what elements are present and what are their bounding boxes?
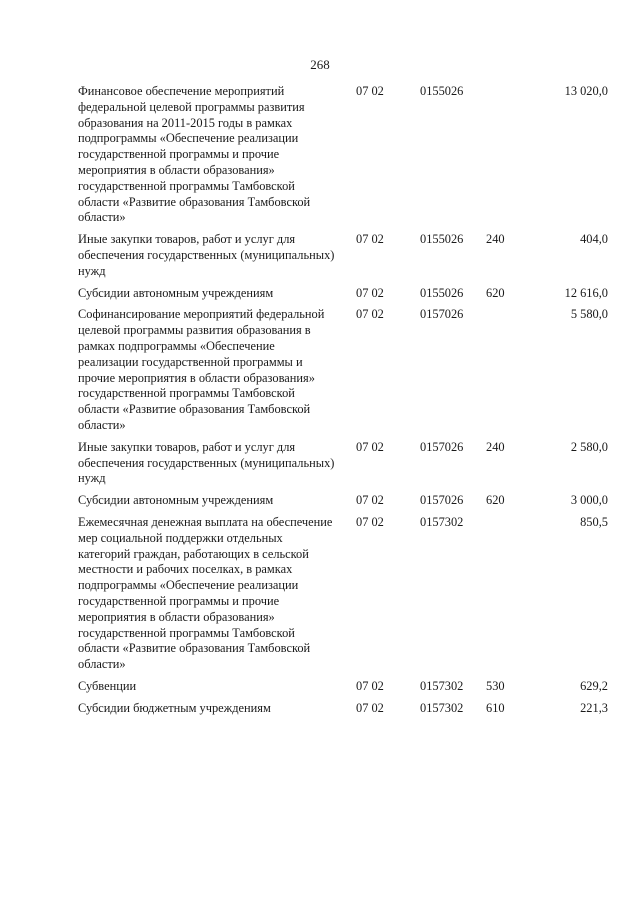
row-amount-cell: 850,5 [580,514,608,529]
page-number: 268 [310,57,330,72]
row-expense-type-cell: 240 [486,232,505,247]
row-name-cell: Субсидии бюджетным учреждениям [78,700,271,715]
row-target-article-cell: 0155026 [420,285,464,300]
row-section-cell: 07 02 [356,514,384,529]
row-amount-cell: 404,0 [580,232,608,247]
row-name-cell: Субвенции [78,678,137,693]
row-name-cell: Иные закупки товаров, работ и услуг для обеспечения государственных (муниципальных) нужд [78,439,335,486]
row-target-article-cell: 0157026 [420,493,464,508]
table-row [78,232,608,285]
row-target-article-cell: 0157302 [420,514,464,529]
row-name-cell: Субсидии автономным учреждениям [78,285,274,300]
row-name-cell: Субсидии автономным учреждениям [78,493,274,508]
row-expense-type-cell: 610 [486,700,505,715]
row-name-cell: Софинансирование мероприятий федеральной целевой программы развития образования в рамках подпрограммы «Обеспечение реализации государственной программы и прочие мероприятия в области образования» государственной программы Тамбовской области «Развитие образования Тамбовской области» [78,307,325,432]
row-amount-cell: 629,2 [580,678,608,693]
row-name-cell: Финансовое обеспечение мероприятий федеральной целевой программы развития образования на 2011-2015 годы в рамках подпрограммы «Обеспечение реализации государственной программы и прочие мероприятия в области образования» государственной программы Тамбовской области «Развитие образования Тамбовской области» [78,84,311,225]
row-amount-cell: 5 580,0 [570,307,608,322]
row-expense-type-cell [486,307,526,439]
row-target-article-cell: 0157302 [420,678,464,693]
table-row [78,84,608,232]
table-row [78,515,608,679]
table-row [78,679,608,701]
row-section-cell: 07 02 [356,700,384,715]
row-amount-cell: 12 616,0 [564,285,608,300]
row-section-cell: 07 02 [356,493,384,508]
table-row [78,286,608,308]
row-section-cell: 07 02 [356,285,384,300]
row-expense-type-cell: 620 [486,285,505,300]
row-section-cell: 07 02 [356,84,384,98]
row-expense-type-cell: 620 [486,493,505,508]
row-amount-cell: 221,3 [580,700,608,715]
table-row [78,493,608,515]
row-section-cell: 07 02 [356,439,384,454]
row-expense-type-cell: 240 [486,439,505,454]
budget-table [78,84,608,722]
row-target-article-cell: 0157026 [420,439,464,454]
row-target-article-cell: 0155026 [420,232,464,247]
row-expense-type-cell [486,515,526,679]
row-amount-cell: 13 020,0 [564,84,608,98]
row-target-article-cell: 0157026 [420,307,464,322]
row-section-cell: 07 02 [356,307,384,322]
row-target-article-cell: 0155026 [420,84,464,98]
row-expense-type-cell [486,84,526,232]
table-row [78,307,608,439]
table-row [78,701,608,723]
budget-table-body [78,84,608,722]
table-row [78,440,608,493]
row-name-cell: Иные закупки товаров, работ и услуг для обеспечения государственных (муниципальных) нужд [78,232,335,278]
row-name-cell: Ежемесячная денежная выплата на обеспечение мер социальной поддержки отдельных категорий граждан, работающих в сельской местности и рабочих поселках, в рамках подпрограммы «Обеспечение реализации государственной программы и прочие мероприятия в области образования» государственной программы Тамбовской области «Развитие образования Тамбовской области» [78,514,333,672]
row-section-cell: 07 02 [356,678,384,693]
row-target-article-cell: 0157302 [420,700,464,715]
row-expense-type-cell: 530 [486,678,505,693]
row-amount-cell: 2 580,0 [570,439,608,454]
row-section-cell: 07 02 [356,232,384,247]
row-amount-cell: 3 000,0 [570,493,608,508]
